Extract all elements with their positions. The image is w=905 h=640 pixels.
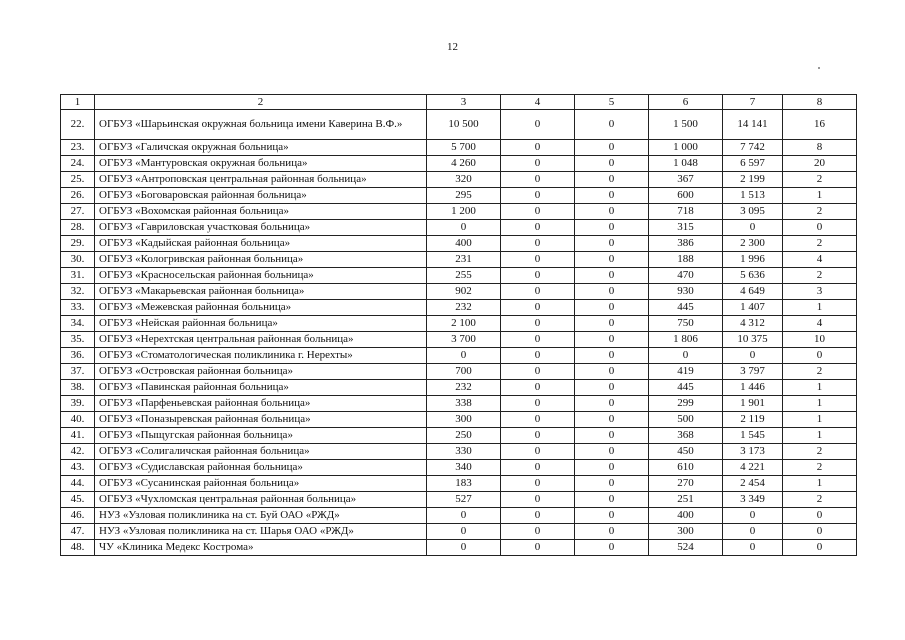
- value-cell: 1 000: [649, 140, 723, 156]
- table-row: [61, 268, 857, 284]
- table-row: [61, 236, 857, 252]
- institution-name-cell: ОГБУЗ «Стоматологическая поликлиника г. Нерехты»: [95, 348, 427, 364]
- value-cell: 0: [783, 220, 857, 236]
- value-cell: 4: [783, 316, 857, 332]
- table-row: [61, 508, 857, 524]
- value-cell: 0: [575, 444, 649, 460]
- value-cell: 231: [427, 252, 501, 268]
- value-cell: 0: [501, 476, 575, 492]
- value-cell: 188: [649, 252, 723, 268]
- header-row: [61, 95, 857, 110]
- value-cell: 0: [575, 348, 649, 364]
- value-cell: 0: [501, 316, 575, 332]
- value-cell: 1 407: [723, 300, 783, 316]
- value-cell: 527: [427, 492, 501, 508]
- institution-name-cell: ОГБУЗ «Боговаровская районная больница»: [95, 188, 427, 204]
- table-row: [61, 396, 857, 412]
- row-number-cell: 25.: [61, 172, 95, 188]
- value-cell: 750: [649, 316, 723, 332]
- table-row: [61, 476, 857, 492]
- value-cell: 0: [575, 236, 649, 252]
- value-cell: 0: [501, 508, 575, 524]
- value-cell: 0: [501, 172, 575, 188]
- institution-name-cell: НУЗ «Узловая поликлиника на ст. Буй ОАО «РЖД»: [95, 508, 427, 524]
- value-cell: 0: [575, 220, 649, 236]
- value-cell: 0: [723, 220, 783, 236]
- row-number-cell: 27.: [61, 204, 95, 220]
- value-cell: 0: [501, 252, 575, 268]
- value-cell: 610: [649, 460, 723, 476]
- row-number-cell: 32.: [61, 284, 95, 300]
- value-cell: 2: [783, 236, 857, 252]
- value-cell: 1 996: [723, 252, 783, 268]
- value-cell: 320: [427, 172, 501, 188]
- value-cell: 367: [649, 172, 723, 188]
- value-cell: 0: [575, 460, 649, 476]
- value-cell: 250: [427, 428, 501, 444]
- value-cell: 10 500: [427, 110, 501, 140]
- row-number-cell: 26.: [61, 188, 95, 204]
- value-cell: 0: [501, 236, 575, 252]
- value-cell: 386: [649, 236, 723, 252]
- row-number-cell: 48.: [61, 540, 95, 556]
- value-cell: 0: [427, 508, 501, 524]
- header-cell: 5: [575, 95, 649, 110]
- value-cell: 0: [501, 300, 575, 316]
- value-cell: 1 200: [427, 204, 501, 220]
- value-cell: 315: [649, 220, 723, 236]
- value-cell: 445: [649, 300, 723, 316]
- institution-name-cell: ЧУ «Клиника Медекс Кострома»: [95, 540, 427, 556]
- value-cell: 0: [575, 332, 649, 348]
- row-number-cell: 38.: [61, 380, 95, 396]
- value-cell: 0: [783, 508, 857, 524]
- institution-name-cell: ОГБУЗ «Парфеньевская районная больница»: [95, 396, 427, 412]
- value-cell: 3 095: [723, 204, 783, 220]
- value-cell: 2 454: [723, 476, 783, 492]
- institution-name-cell: ОГБУЗ «Павинская районная больница»: [95, 380, 427, 396]
- value-cell: 2: [783, 364, 857, 380]
- row-number-cell: 47.: [61, 524, 95, 540]
- value-cell: 0: [501, 380, 575, 396]
- value-cell: 8: [783, 140, 857, 156]
- value-cell: 400: [649, 508, 723, 524]
- value-cell: 232: [427, 380, 501, 396]
- table-row: [61, 220, 857, 236]
- value-cell: 20: [783, 156, 857, 172]
- row-number-cell: 31.: [61, 268, 95, 284]
- value-cell: 0: [575, 364, 649, 380]
- value-cell: 2: [783, 268, 857, 284]
- table-row: [61, 332, 857, 348]
- value-cell: 470: [649, 268, 723, 284]
- value-cell: 930: [649, 284, 723, 300]
- value-cell: 330: [427, 444, 501, 460]
- value-cell: 0: [501, 428, 575, 444]
- header-cell: 1: [61, 95, 95, 110]
- value-cell: 0: [575, 156, 649, 172]
- institution-name-cell: ОГБУЗ «Солигаличская районная больница»: [95, 444, 427, 460]
- row-number-cell: 33.: [61, 300, 95, 316]
- value-cell: 295: [427, 188, 501, 204]
- value-cell: 0: [501, 364, 575, 380]
- value-cell: 16: [783, 110, 857, 140]
- value-cell: 0: [501, 412, 575, 428]
- value-cell: 2: [783, 204, 857, 220]
- value-cell: 0: [575, 508, 649, 524]
- table-row: [61, 110, 857, 140]
- value-cell: 0: [575, 540, 649, 556]
- table-row: [61, 156, 857, 172]
- value-cell: 0: [723, 524, 783, 540]
- institution-name-cell: ОГБУЗ «Нерехтская центральная районная больница»: [95, 332, 427, 348]
- value-cell: 338: [427, 396, 501, 412]
- row-number-cell: 22.: [61, 110, 95, 140]
- value-cell: 1: [783, 396, 857, 412]
- value-cell: 0: [575, 300, 649, 316]
- table-row: [61, 316, 857, 332]
- value-cell: 4 221: [723, 460, 783, 476]
- value-cell: 0: [501, 140, 575, 156]
- value-cell: 3 173: [723, 444, 783, 460]
- value-cell: 0: [501, 284, 575, 300]
- institution-name-cell: ОГБУЗ «Вохомская районная больница»: [95, 204, 427, 220]
- row-number-cell: 44.: [61, 476, 95, 492]
- value-cell: 1: [783, 412, 857, 428]
- row-number-cell: 35.: [61, 332, 95, 348]
- value-cell: 0: [427, 540, 501, 556]
- value-cell: 0: [723, 540, 783, 556]
- institution-name-cell: ОГБУЗ «Кадыйская районная больница»: [95, 236, 427, 252]
- value-cell: 4 312: [723, 316, 783, 332]
- value-cell: 3: [783, 284, 857, 300]
- value-cell: 0: [575, 380, 649, 396]
- value-cell: 340: [427, 460, 501, 476]
- institution-name-cell: ОГБУЗ «Макарьевская районная больница»: [95, 284, 427, 300]
- table-row: [61, 524, 857, 540]
- institution-name-cell: ОГБУЗ «Островская районная больница»: [95, 364, 427, 380]
- table-row: [61, 444, 857, 460]
- institution-name-cell: ОГБУЗ «Пыщугская районная больница»: [95, 428, 427, 444]
- value-cell: 0: [501, 444, 575, 460]
- value-cell: 0: [501, 396, 575, 412]
- institution-name-cell: ОГБУЗ «Нейская районная больница»: [95, 316, 427, 332]
- value-cell: 0: [575, 492, 649, 508]
- row-number-cell: 28.: [61, 220, 95, 236]
- value-cell: 0: [501, 460, 575, 476]
- institution-name-cell: ОГБУЗ «Красносельская районная больница»: [95, 268, 427, 284]
- value-cell: 3 349: [723, 492, 783, 508]
- table-row: [61, 428, 857, 444]
- value-cell: 400: [427, 236, 501, 252]
- value-cell: 2: [783, 460, 857, 476]
- value-cell: 255: [427, 268, 501, 284]
- row-number-cell: 23.: [61, 140, 95, 156]
- row-number-cell: 37.: [61, 364, 95, 380]
- value-cell: 0: [783, 540, 857, 556]
- page-number: 12: [447, 41, 458, 53]
- value-cell: 0: [501, 110, 575, 140]
- value-cell: 1: [783, 300, 857, 316]
- value-cell: 300: [649, 524, 723, 540]
- value-cell: 0: [501, 492, 575, 508]
- value-cell: 6 597: [723, 156, 783, 172]
- table-body: [61, 95, 857, 556]
- value-cell: 2 300: [723, 236, 783, 252]
- header-cell: 7: [723, 95, 783, 110]
- value-cell: 1: [783, 476, 857, 492]
- scan-dot: [818, 67, 820, 69]
- table-row: [61, 412, 857, 428]
- header-cell: 8: [783, 95, 857, 110]
- value-cell: 419: [649, 364, 723, 380]
- value-cell: 700: [427, 364, 501, 380]
- value-cell: 10 375: [723, 332, 783, 348]
- value-cell: 0: [501, 348, 575, 364]
- institution-name-cell: ОГБУЗ «Судиславская районная больница»: [95, 460, 427, 476]
- value-cell: 10: [783, 332, 857, 348]
- value-cell: 300: [427, 412, 501, 428]
- value-cell: 2: [783, 444, 857, 460]
- value-cell: 0: [575, 252, 649, 268]
- table-row: [61, 140, 857, 156]
- value-cell: 600: [649, 188, 723, 204]
- value-cell: 4: [783, 252, 857, 268]
- value-cell: 1 513: [723, 188, 783, 204]
- institution-name-cell: ОГБУЗ «Антроповская центральная районная больница»: [95, 172, 427, 188]
- value-cell: 0: [501, 268, 575, 284]
- table-row: [61, 348, 857, 364]
- table-row: [61, 284, 857, 300]
- value-cell: 1 048: [649, 156, 723, 172]
- value-cell: 0: [575, 316, 649, 332]
- table-row: [61, 492, 857, 508]
- row-number-cell: 42.: [61, 444, 95, 460]
- institution-name-cell: ОГБУЗ «Гавриловская участковая больница»: [95, 220, 427, 236]
- value-cell: 0: [427, 220, 501, 236]
- value-cell: 14 141: [723, 110, 783, 140]
- value-cell: 902: [427, 284, 501, 300]
- value-cell: 251: [649, 492, 723, 508]
- value-cell: 0: [501, 156, 575, 172]
- table-row: [61, 364, 857, 380]
- row-number-cell: 43.: [61, 460, 95, 476]
- value-cell: 0: [723, 348, 783, 364]
- institution-name-cell: ОГБУЗ «Кологривская районная больница»: [95, 252, 427, 268]
- institution-name-cell: ОГБУЗ «Межевская районная больница»: [95, 300, 427, 316]
- value-cell: 4 649: [723, 284, 783, 300]
- table-row: [61, 204, 857, 220]
- value-cell: 0: [649, 348, 723, 364]
- value-cell: 1 806: [649, 332, 723, 348]
- header-cell: 3: [427, 95, 501, 110]
- institution-name-cell: НУЗ «Узловая поликлиника на ст. Шарья ОАО «РЖД»: [95, 524, 427, 540]
- value-cell: 270: [649, 476, 723, 492]
- value-cell: 4 260: [427, 156, 501, 172]
- value-cell: 2: [783, 172, 857, 188]
- value-cell: 1 446: [723, 380, 783, 396]
- value-cell: 0: [427, 348, 501, 364]
- table-row: [61, 380, 857, 396]
- value-cell: 0: [501, 540, 575, 556]
- value-cell: 718: [649, 204, 723, 220]
- value-cell: 2 119: [723, 412, 783, 428]
- value-cell: 2: [783, 492, 857, 508]
- value-cell: 368: [649, 428, 723, 444]
- value-cell: 445: [649, 380, 723, 396]
- row-number-cell: 30.: [61, 252, 95, 268]
- value-cell: 0: [783, 524, 857, 540]
- value-cell: 0: [575, 204, 649, 220]
- row-number-cell: 36.: [61, 348, 95, 364]
- value-cell: 0: [575, 284, 649, 300]
- value-cell: 183: [427, 476, 501, 492]
- table-row: [61, 172, 857, 188]
- institution-name-cell: ОГБУЗ «Поназыревская районная больница»: [95, 412, 427, 428]
- value-cell: 500: [649, 412, 723, 428]
- value-cell: 1 545: [723, 428, 783, 444]
- value-cell: 0: [575, 188, 649, 204]
- table-row: [61, 540, 857, 556]
- value-cell: 0: [501, 204, 575, 220]
- value-cell: 0: [783, 348, 857, 364]
- value-cell: 2 199: [723, 172, 783, 188]
- row-number-cell: 34.: [61, 316, 95, 332]
- value-cell: 0: [575, 412, 649, 428]
- value-cell: 1: [783, 380, 857, 396]
- value-cell: 0: [575, 268, 649, 284]
- value-cell: 7 742: [723, 140, 783, 156]
- header-cell: 4: [501, 95, 575, 110]
- institution-name-cell: ОГБУЗ «Мантуровская окружная больница»: [95, 156, 427, 172]
- row-number-cell: 41.: [61, 428, 95, 444]
- value-cell: 524: [649, 540, 723, 556]
- value-cell: 3 700: [427, 332, 501, 348]
- row-number-cell: 24.: [61, 156, 95, 172]
- value-cell: 0: [575, 172, 649, 188]
- value-cell: 0: [427, 524, 501, 540]
- row-number-cell: 39.: [61, 396, 95, 412]
- table-row: [61, 188, 857, 204]
- value-cell: 0: [501, 332, 575, 348]
- value-cell: 0: [575, 110, 649, 140]
- value-cell: 1: [783, 428, 857, 444]
- header-cell: 6: [649, 95, 723, 110]
- value-cell: 5 700: [427, 140, 501, 156]
- value-cell: 0: [501, 220, 575, 236]
- value-cell: 0: [575, 524, 649, 540]
- institution-name-cell: ОГБУЗ «Галичская окружная больница»: [95, 140, 427, 156]
- value-cell: 450: [649, 444, 723, 460]
- value-cell: 0: [575, 476, 649, 492]
- value-cell: 0: [723, 508, 783, 524]
- institution-name-cell: ОГБУЗ «Чухломская центральная районная больница»: [95, 492, 427, 508]
- hospital-table: [60, 94, 857, 556]
- value-cell: 0: [575, 140, 649, 156]
- row-number-cell: 29.: [61, 236, 95, 252]
- institution-name-cell: ОГБУЗ «Шарьинская окружная больница имени Каверина В.Ф.»: [95, 110, 427, 140]
- value-cell: 3 797: [723, 364, 783, 380]
- value-cell: 0: [575, 428, 649, 444]
- table-row: [61, 300, 857, 316]
- value-cell: 299: [649, 396, 723, 412]
- value-cell: 2 100: [427, 316, 501, 332]
- value-cell: 0: [575, 396, 649, 412]
- value-cell: 1 901: [723, 396, 783, 412]
- value-cell: 1: [783, 188, 857, 204]
- value-cell: 232: [427, 300, 501, 316]
- table-row: [61, 460, 857, 476]
- institution-name-cell: ОГБУЗ «Сусанинская районная больница»: [95, 476, 427, 492]
- row-number-cell: 46.: [61, 508, 95, 524]
- table-row: [61, 252, 857, 268]
- value-cell: 0: [501, 524, 575, 540]
- value-cell: 1 500: [649, 110, 723, 140]
- header-cell: 2: [95, 95, 427, 110]
- value-cell: 0: [501, 188, 575, 204]
- row-number-cell: 45.: [61, 492, 95, 508]
- row-number-cell: 40.: [61, 412, 95, 428]
- value-cell: 5 636: [723, 268, 783, 284]
